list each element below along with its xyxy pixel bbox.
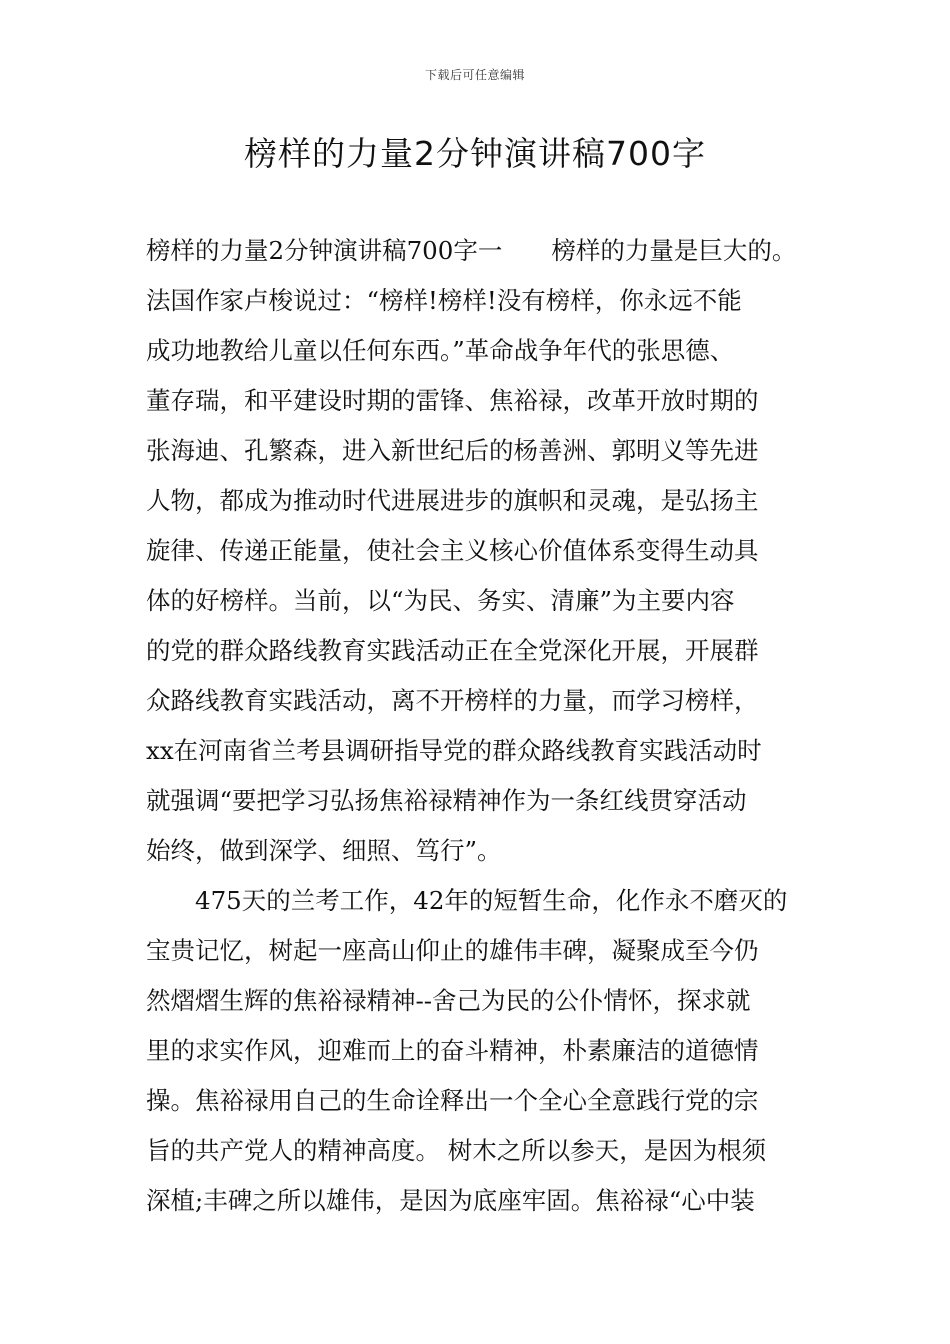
text-line: 475天的兰考工作，42年的短暂生命，化作永不磨灭的 — [146, 886, 788, 915]
text-line: 众路线教育实践活动，离不开榜样的力量，而学习榜样， — [146, 686, 759, 715]
text-line: 操。焦裕禄用自己的生命诠释出一个全心全意践行党的宗 — [146, 1086, 759, 1115]
text-line: 然熠熠生辉的焦裕禄精神--舍己为民的公仆情怀，探求就 — [146, 986, 751, 1015]
text-line: 董存瑞，和平建设时期的雷锋、焦裕禄，改革开放时期的 — [146, 386, 759, 415]
text-line: 张海迪、孔繁森，进入新世纪后的杨善洲、郭明义等先进 — [146, 436, 759, 465]
text-line: 就强调“要把学习弘扬焦裕禄精神作为一条红线贯穿活动 — [146, 786, 747, 815]
text-line: 成功地教给儿童以任何东西。”革命战争年代的张思德、 — [146, 336, 735, 365]
text-line: 榜样的力量2分钟演讲稿700字一 榜样的力量是巨大的。 — [146, 236, 797, 265]
text-line: 体的好榜样。当前，以“为民、务实、清廉”为主要内容 — [146, 586, 735, 615]
body-text — [146, 226, 826, 1226]
text-line: 宝贵记忆，树起一座高山仰止的雄伟丰碑，凝聚成至今仍 — [146, 936, 759, 965]
text-line: 旨的共产党人的精神高度。 树木之所以参天，是因为根须 — [146, 1136, 767, 1165]
text-line: xx在河南省兰考县调研指导党的群众路线教育实践活动时 — [146, 736, 762, 765]
text-line: 法国作家卢梭说过：“榜样!榜样!没有榜样，你永远不能 — [146, 286, 742, 315]
text-line: 深植;丰碑之所以雄伟，是因为底座牢固。焦裕禄“心中装 — [146, 1186, 755, 1215]
header-note: 下载后可任意编辑 — [424, 68, 525, 82]
text-line: 的党的群众路线教育实践活动正在全党深化开展，开展群 — [146, 636, 759, 665]
text-line: 始终，做到深学、细照、笃行”。 — [146, 836, 502, 865]
text-line: 里的求实作风，迎难而上的奋斗精神，朴素廉洁的道德情 — [146, 1036, 759, 1065]
page-title: 榜样的力量2分钟演讲稿700字 — [244, 134, 706, 173]
text-line: 人物，都成为推动时代进展进步的旗帜和灵魂，是弘扬主 — [146, 486, 759, 515]
text-line: 旋律、传递正能量，使社会主义核心价值体系变得生动具 — [146, 536, 759, 565]
